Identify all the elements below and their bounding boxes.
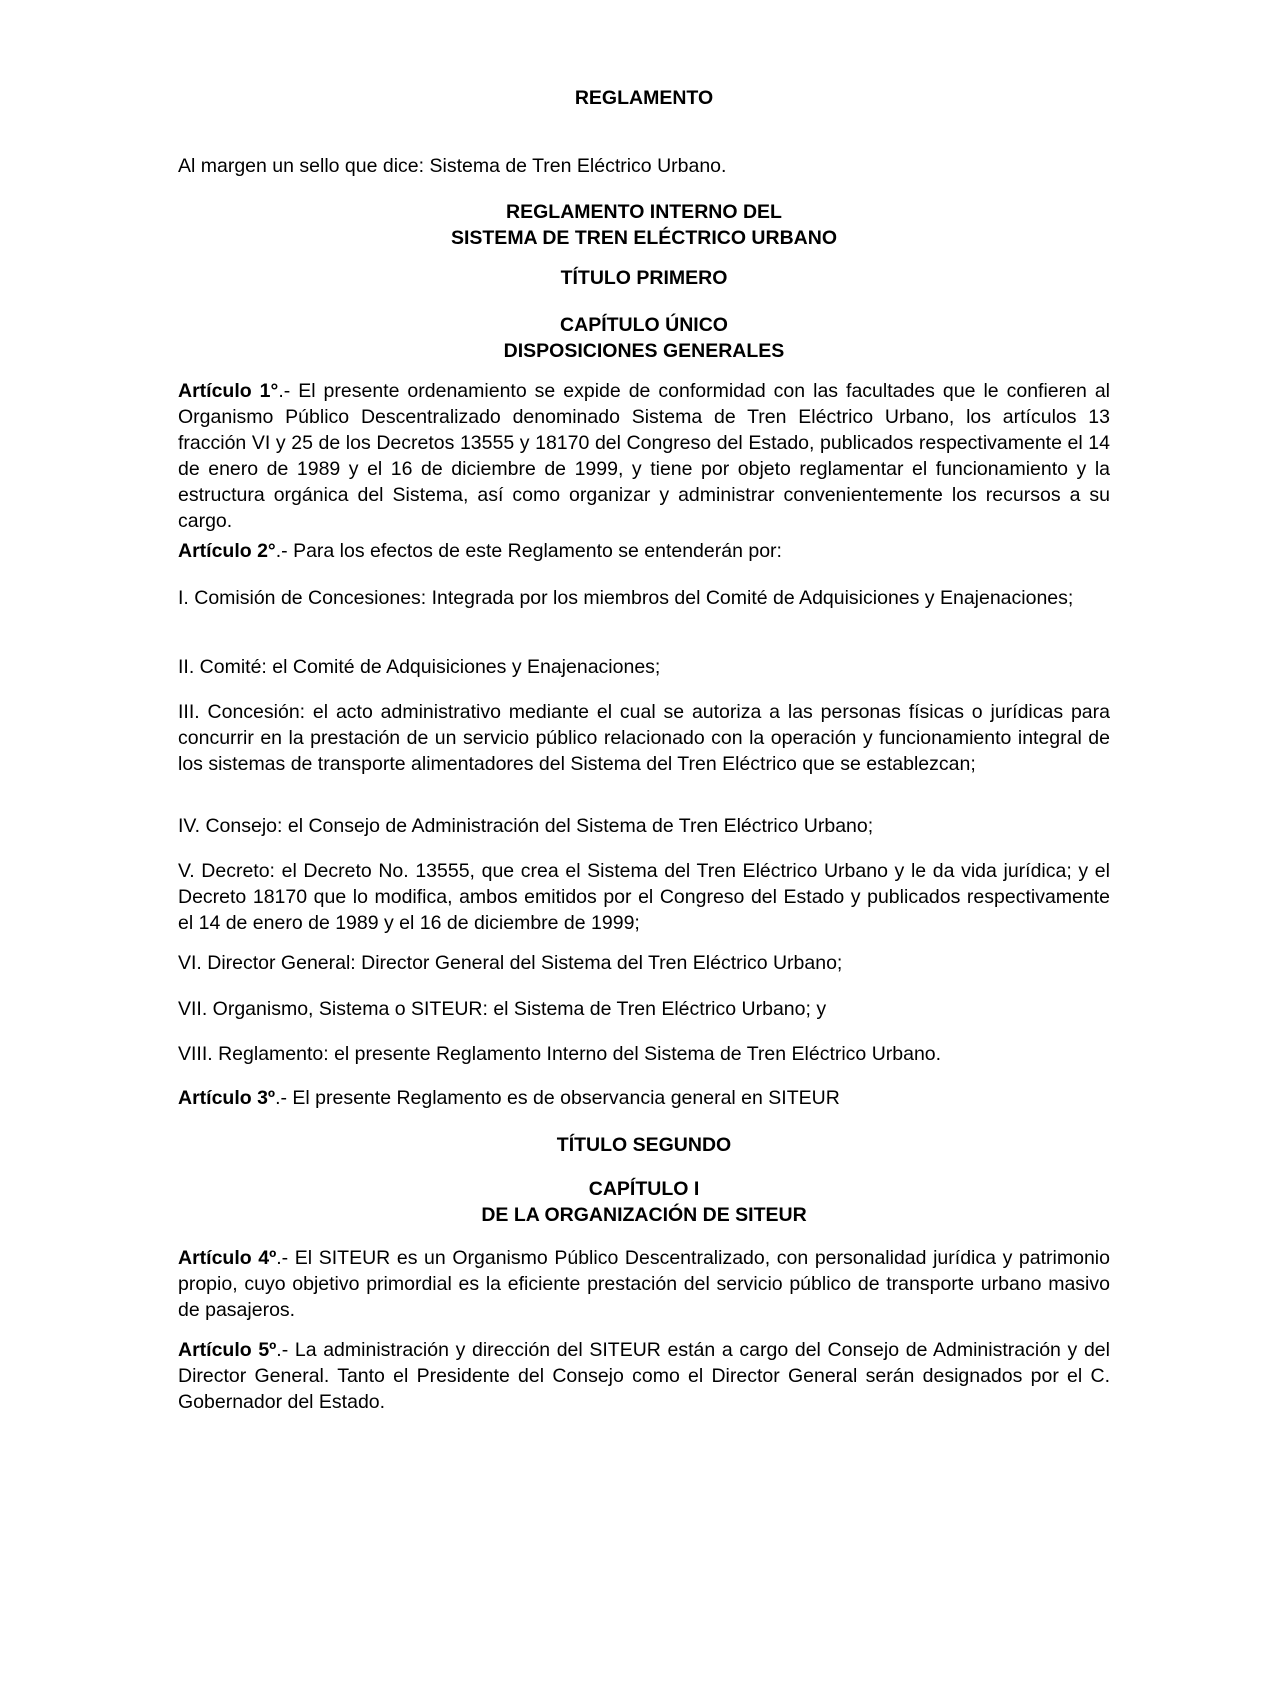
article-5: Artículo 5º.- La administración y dirección del SITEUR están a cargo del Consejo de Administración y del Director General. Tanto el Presidente del Consejo como el Director General serán designados por el C. Gobernador del Estado. [178,1339,1110,1413]
article-3: Artículo 3º.- El presente Reglamento es de observancia general en SITEUR [178,1087,840,1109]
margin-note: Al margen un sello que dice: Sistema de Tren Eléctrico Urbano. [178,155,727,177]
capitulo-unico-heading: CAPÍTULO ÚNICO DISPOSICIONES GENERALES [503,314,785,362]
definition-v: V. Decreto: el Decreto No. 13555, que crea el Sistema del Tren Eléctrico Urbano y le da vida jurídica; y el Decreto 18170 que lo modifica, ambos emitidos por el Congreso del Estado y publicados respectivamente el 14 de enero de 1989 y el 16 de diciembre de 1999; [178,860,1110,934]
definition-ii: II. Comité: el Comité de Adquisiciones y Enajenaciones; [178,656,661,678]
definition-i: I. Comisión de Concesiones: Integrada por los miembros del Comité de Adquisiciones y Enajenaciones; [178,587,1074,609]
article-2: Artículo 2°.- Para los efectos de este Reglamento se entenderán por: [178,540,782,562]
article-4-label: Artículo 4º [178,1247,277,1269]
titulo-segundo-heading: TÍTULO SEGUNDO [556,1134,732,1156]
article-2-label: Artículo 2° [178,540,276,562]
capitulo-i-heading: CAPÍTULO I DE LA ORGANIZACIÓN DE SITEUR [481,1178,807,1226]
definition-iv: IV. Consejo: el Consejo de Administración del Sistema de Tren Eléctrico Urbano; [178,815,874,837]
article-3-label: Artículo 3º [178,1087,276,1109]
definition-iii: III. Concesión: el acto administrativo mediante el cual se autoriza a las personas físicas o jurídicas para concurrir en la prestación de un servicio público relacionado con la operación y funcionamiento integral de los sistemas de transporte alimentadores del Sistema del Tren Eléctrico que se establezcan; [178,701,1110,775]
article-1-label: Artículo 1° [178,380,279,402]
definition-vii: VII. Organismo, Sistema o SITEUR: el Sistema de Tren Eléctrico Urbano; y [178,998,827,1020]
article-1: Artículo 1°.- El presente ordenamiento se expide de conformidad con las facultades que le confieren al Organismo Público Descentralizado denominado Sistema de Tren Eléctrico Urbano, los artículos 13 fracción VI y 25 de los Decretos 13555 y 18170 del Congreso del Estado, publicados respectivamente el 14 de enero de 1989 y el 16 de diciembre de 1999, y tiene por objeto reglamentar el funcionamiento y la estructura orgánica del Sistema, así como organizar y administrar convenientemente los recursos a su cargo. [178,380,1111,532]
article-5-label: Artículo 5º [178,1339,277,1361]
regulation-title: REGLAMENTO INTERNO DEL SISTEMA DE TREN ELÉCTRICO URBANO [450,201,838,249]
titulo-primero-heading: TÍTULO PRIMERO [560,267,728,289]
definition-viii: VIII. Reglamento: el presente Reglamento Interno del Sistema de Tren Eléctrico Urbano. [178,1043,942,1065]
article-4: Artículo 4º.- El SITEUR es un Organismo Público Descentralizado, con personalidad jurídica y patrimonio propio, cuyo objetivo primordial es la eficiente prestación del servicio público de transporte urbano masivo de pasajeros. [178,1247,1110,1321]
definition-vi: VI. Director General: Director General del Sistema del Tren Eléctrico Urbano; [178,952,843,974]
document-heading: REGLAMENTO [574,87,714,109]
